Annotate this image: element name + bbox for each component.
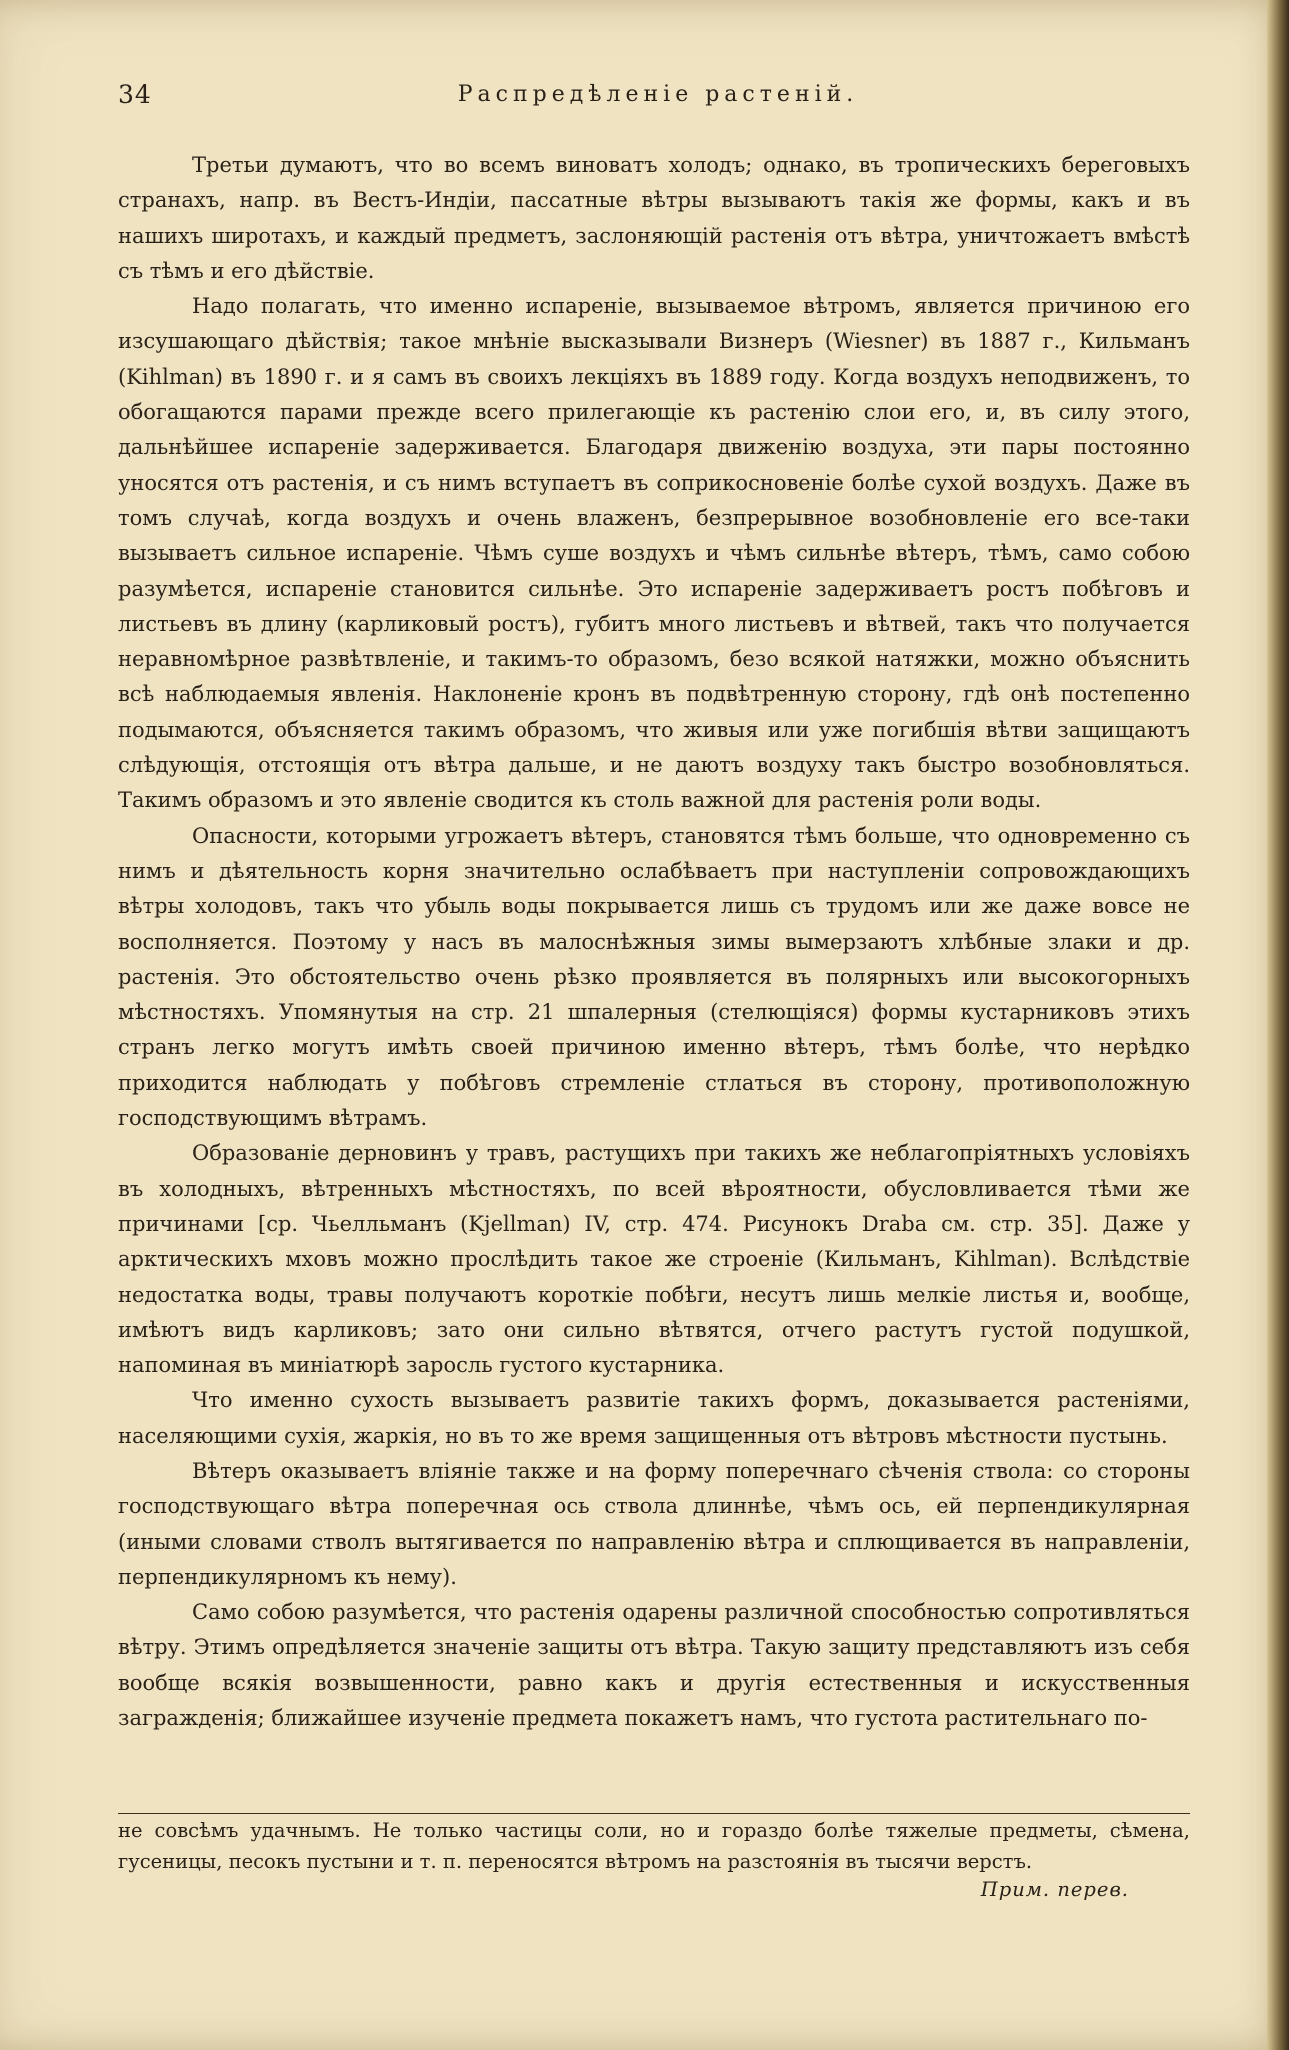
- body-text: [118, 148, 1190, 1736]
- paragraph: Опасности, которыми угрожаетъ вѣтеръ, становятся тѣмъ больше, что одновременно съ нимъ и дѣятельность корня значительно ослабѣваетъ при наступленіи сопровождающихъ вѣтры холодовъ, такъ что убыль воды покрывается лишь съ трудомъ или же даже вовсе не восполняется. Поэтому у насъ въ малоснѣжныя зимы вымерзаютъ хлѣбные злаки и др. растенія. Это обстоятельство очень рѣзко проявляется въ полярныхъ или высокогорныхъ мѣстностяхъ. Упомянутыя на стр. 21 шпалерныя (стелющіяся) формы кустарниковъ этихъ странъ легко могутъ имѣть своей причиною именно вѣтеръ, тѣмъ болѣе, что нерѣдко приходится наблюдать у побѣговъ стремленіе стлаться въ сторону, противоположную господствующимъ вѣтрамъ.: [118, 823, 1190, 1131]
- page-edge: [1267, 0, 1289, 2050]
- paragraph: Само собою разумѣется, что растенія одарены различной способностью сопротивляться вѣтру. Этимъ опредѣляется значеніе защиты отъ вѣтра. Такую защиту представляютъ изъ себя вообще всякія возвышенности, равно какъ и другія естественныя и искусственныя загражденія; ближайшее изученіе предмета покажетъ намъ, что густота растительнаго по-: [118, 1600, 1190, 1731]
- footnote: [118, 1815, 1190, 1877]
- running-title: Распредѣленіе растеній.: [457, 82, 859, 107]
- paragraph: Надо полагать, что именно испареніе, вызываемое вѣтромъ, является причиною его изсушающаго дѣйствія; такое мнѣніе высказывали Визнеръ (Wiesner) въ 1887 г., Кильманъ (Kihlman) въ 1890 г. и я самъ въ своихъ лекціяхъ въ 1889 году. Когда воздухъ неподвиженъ, то обогащаются парами прежде всего прилегающіе къ растенію слои его, и, въ силу этого, дальнѣйшее испареніе задерживается. Благодаря движенію воздуха, эти пары постоянно уносятся отъ растенія, и съ нимъ вступаетъ въ соприкосновеніе болѣе сухой воздухъ. Даже въ томъ случаѣ, когда воздухъ и очень влаженъ, безпрерывное возобновленіе его все-таки вызываетъ сильное испареніе. Чѣмъ суше воздухъ и чѣмъ сильнѣе вѣтеръ, тѣмъ, само собою разумѣется, испареніе становится сильнѣе. Это испареніе задерживаетъ ростъ побѣговъ и листьевъ въ длину (карликовый ростъ), губитъ много листьевъ и вѣтвей, такъ что получается неравномѣрное развѣтвленіе, и такимъ-то образомъ, безо всякой натяжки, можно объяснить всѣ наблюдаемыя явленія. Наклоненіе кронъ въ подвѣтренную сторону, гдѣ онѣ постепенно подымаются, объясняется такимъ образомъ, что живыя или уже погибшія вѣтви защищаютъ слѣдующія, отстоящія отъ вѣтра дальше, и не даютъ воздуху такъ быстро возобновляться. Такимъ образомъ и это явленіе сводится къ столь важной для растенія роли воды.: [118, 294, 1190, 813]
- paragraph: Образованіе дерновинъ у травъ, растущихъ при такихъ же неблагопріятныхъ условіяхъ въ холодныхъ, вѣтренныхъ мѣстностяхъ, по всей вѣроятности, обусловливается тѣми же причинами [ср. Чьелльманъ (Kjellman) IV, стр. 474. Рисунокъ Draba см. стр. 35]. Даже у арктическихъ мховъ можно прослѣдить такое же строеніе (Кильманъ, Kihlman). Вслѣдствіе недостатка воды, травы получаютъ короткіе побѣги, несутъ лишь мелкіе листья и, вообще, имѣютъ видъ карликовъ; зато они сильно вѣтвятся, отчего растутъ густой подушкой, напоминая въ миніатюрѣ заросль густого кустарника.: [118, 1141, 1190, 1378]
- paragraph: Что именно сухость вызываетъ развитіе такихъ формъ, доказывается растеніями, населяющими сухія, жаркія, но въ то же время защищенныя отъ вѣтровъ мѣстности пустынь.: [118, 1388, 1190, 1448]
- page-number: 34: [118, 80, 152, 109]
- paragraph: Третьи думаютъ, что во всемъ виноватъ холодъ; однако, въ тропическихъ береговыхъ странахъ, напр. въ Вестъ-Индіи, пассатные вѣтры вызываютъ такія же формы, какъ и въ нашихъ широтахъ, и каждый предметъ, заслоняющій растенія отъ вѣтра, уничтожаетъ вмѣстѣ съ тѣмъ и его дѣйствіе.: [118, 153, 1190, 283]
- footnote-rule: [118, 1813, 1190, 1814]
- running-head: [118, 80, 1178, 120]
- footnote-attribution: Прим. перев.: [980, 1878, 1129, 1901]
- paragraph: Вѣтеръ оказываетъ вліяніе также и на форму поперечнаго сѣченія ствола: со стороны господствующаго вѣтра поперечная ось ствола длиннѣе, чѣмъ ось, ей перпендикулярная (иными словами стволъ вытягивается по направленію вѣтра и сплющивается въ направленіи, перпендикулярномъ къ нему).: [118, 1458, 1190, 1589]
- footnote-text: не совсѣмъ удачнымъ. Не только частицы соли, но и гораздо болѣе тяжелые предметы, сѣмена, гусеницы, песокъ пустыни и т. п. переносятся вѣтромъ на разстоянія въ тысячи верстъ.: [118, 1819, 1190, 1873]
